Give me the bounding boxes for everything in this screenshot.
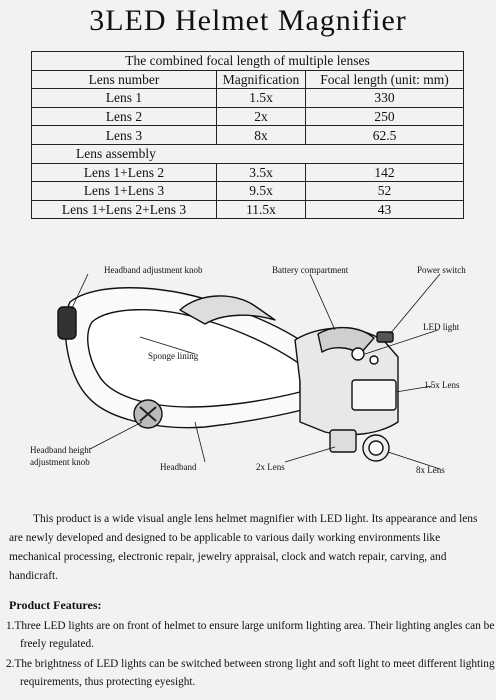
focal-length-table: [31, 51, 464, 219]
lens-name-cell: Lens 3: [32, 126, 217, 145]
magnification-cell: 1.5x: [217, 89, 306, 108]
table-row: [32, 182, 464, 201]
table-section-row: [32, 144, 464, 163]
lens-name-cell: Lens 1+Lens 3: [32, 182, 217, 201]
callout-headband-height-line2: adjustment knob: [30, 457, 90, 467]
column-header: Focal length (unit: mm): [306, 70, 464, 89]
product-description: [9, 510, 487, 586]
focal-length-cell: 62.5: [306, 126, 464, 145]
callout-headband-adjustment-knob: Headband adjustment knob: [104, 265, 203, 275]
callout-sponge-lining: Sponge lining: [148, 351, 199, 361]
lens-name-cell: Lens 1+Lens 2: [32, 163, 217, 182]
magnification-cell: 2x: [217, 107, 306, 126]
page-title: 3LED Helmet Magnifier: [89, 4, 407, 37]
product-description-text: This product is a wide visual angle lens helmet magnifier with LED light. Its appearance and lens are newly developed and designed to be applicable to various daily working environments like mechanical processing, electronic repair, jewelry appraisal, clock and watch repair, carving, and handicraft.: [9, 513, 478, 582]
helmet-magnifier-diagram: [0, 262, 496, 480]
column-header: Magnification: [217, 70, 306, 89]
column-header: Lens number: [32, 70, 217, 89]
table-caption: The combined focal length of multiple lenses: [32, 52, 464, 71]
focal-length-cell: 52: [306, 182, 464, 201]
lens-name-cell: Lens 2: [32, 107, 217, 126]
magnification-cell: 9.5x: [217, 182, 306, 201]
lens-2x: [330, 430, 356, 452]
focal-length-cell: 330: [306, 89, 464, 108]
led-light: [352, 348, 364, 360]
callout-8x-lens: 8x Lens: [416, 465, 445, 475]
led-light: [370, 356, 378, 364]
magnification-cell: 11.5x: [217, 200, 306, 219]
focal-length-cell: 43: [306, 200, 464, 219]
lens-assembly-label: Lens assembly: [32, 144, 464, 163]
callout-led-light: LED light: [423, 322, 460, 332]
callout-2x-lens: 2x Lens: [256, 462, 285, 472]
product-features-heading: Product Features:: [9, 598, 102, 612]
helmet-illustration: [58, 288, 398, 461]
callout-headband-height-line1: Headband height: [30, 445, 92, 455]
callout-1-5x-lens: 1.5x Lens: [424, 380, 460, 390]
table-row: [32, 107, 464, 126]
table-row: [32, 126, 464, 145]
magnification-cell: 8x: [217, 126, 306, 145]
table-row: [32, 89, 464, 108]
table-row: [32, 163, 464, 182]
lens-name-cell: Lens 1: [32, 89, 217, 108]
feature-item: 1.Three LED lights are on front of helmet to ensure large uniform lighting area. Their lighting angles can be freely regulated.: [6, 620, 495, 650]
callout-headband: Headband: [160, 462, 197, 472]
feature-item: 2.The brightness of LED lights can be switched between strong light and soft light to meet different lighting requirements, thus protecting eyesight.: [6, 658, 495, 688]
table-caption-row: [32, 52, 464, 71]
table-header-row: [32, 70, 464, 89]
lens-name-cell: Lens 1+Lens 2+Lens 3: [32, 200, 217, 219]
focal-length-cell: 250: [306, 107, 464, 126]
callout-power-switch: Power switch: [417, 265, 466, 275]
callout-battery-compartment: Battery compartment: [272, 265, 349, 275]
table-row: [32, 200, 464, 219]
lens-1-5x: [352, 380, 396, 410]
headband-adjustment-knob: [58, 307, 76, 339]
focal-length-cell: 142: [306, 163, 464, 182]
magnification-cell: 3.5x: [217, 163, 306, 182]
